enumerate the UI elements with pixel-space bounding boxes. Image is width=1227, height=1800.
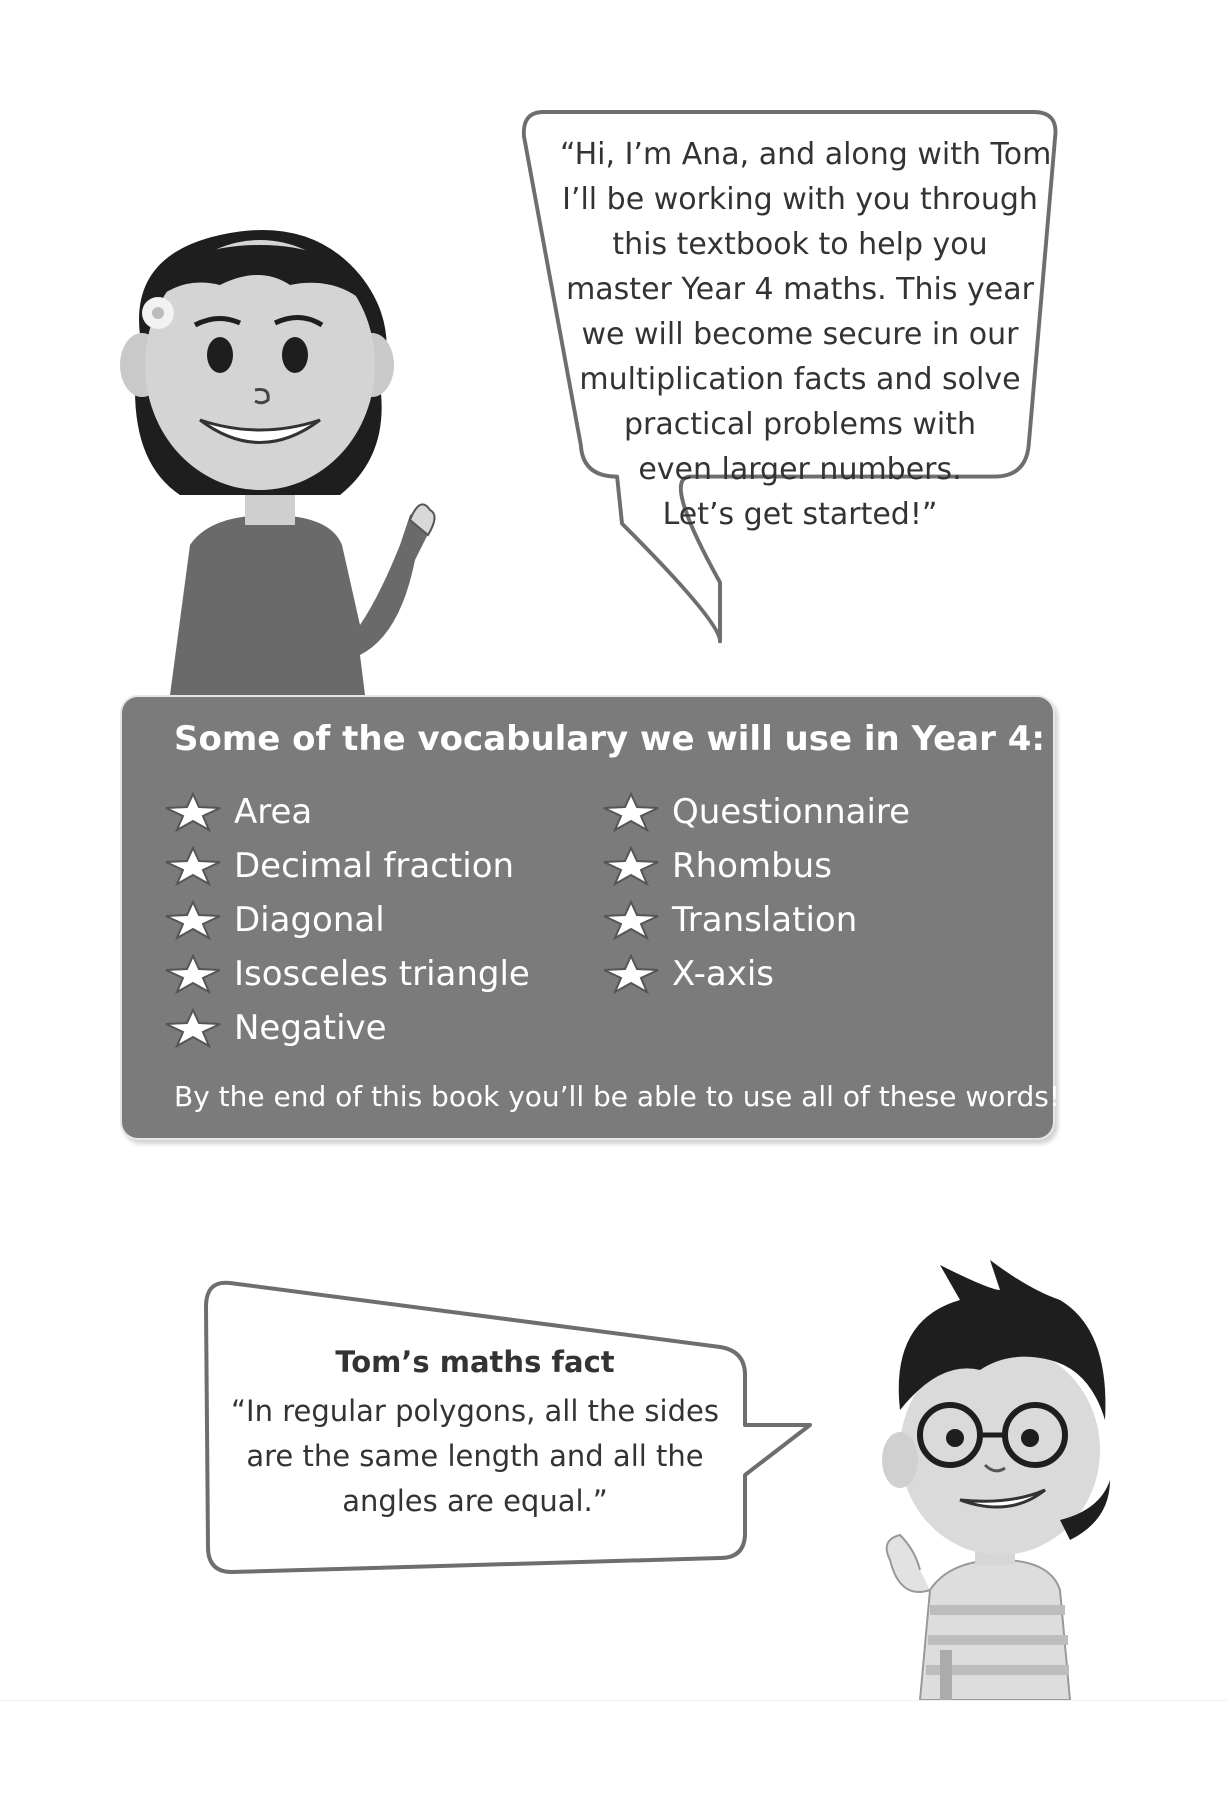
vocabulary-item [164,785,530,839]
vocabulary-footer: By the end of this book you’ll be able to use all of these words! [174,1080,1061,1113]
vocabulary-list-right [602,785,910,1001]
tom-fact-text [225,1389,725,1524]
page-divider [0,1700,1227,1701]
vocabulary-word: X-axis [672,954,774,994]
star-icon [602,846,660,886]
tom-line: angles are equal.” [342,1484,608,1518]
vocabulary-item [164,839,530,893]
ana-illustration [110,215,450,695]
star-icon [164,792,222,832]
tom-fact-title: Tom’s maths fact [335,1345,615,1379]
vocabulary-item [602,893,910,947]
star-icon [164,900,222,940]
vocabulary-word: Isosceles triangle [234,954,530,994]
star-icon [602,792,660,832]
vocabulary-item [164,893,530,947]
star-icon [164,1008,222,1048]
vocabulary-item [602,839,910,893]
vocabulary-item [602,947,910,1001]
vocabulary-word: Diagonal [234,900,385,940]
tom-line: “In regular polygons, all the sides [231,1394,719,1428]
ana-line: Let’s get started!” [662,497,938,532]
ana-line: we will become secure in our [581,317,1019,352]
ana-line: master Year 4 maths. This year [566,272,1034,307]
star-icon [164,846,222,886]
star-icon [164,954,222,994]
ana-line: multiplication facts and solve [579,362,1021,397]
vocabulary-word: Negative [234,1008,387,1048]
vocabulary-item [602,785,910,839]
vocabulary-box [120,695,1061,1140]
vocabulary-list-left [164,785,530,1055]
ana-line: even larger numbers. [638,452,962,487]
ana-speech-text [560,132,1052,537]
ana-line: “Hi, I’m Ana, and along with Tom [560,137,1052,172]
tom-line: are the same length and all the [246,1439,704,1473]
tom-illustration [860,1260,1120,1700]
ana-line: this textbook to help you [612,227,988,262]
vocabulary-item [164,1001,530,1055]
vocabulary-word: Decimal fraction [234,846,515,886]
ana-line: I’ll be working with you through [562,182,1038,217]
vocabulary-word: Translation [672,900,858,940]
star-icon [602,954,660,994]
vocabulary-item [164,947,530,1001]
vocabulary-title: Some of the vocabulary we will use in Year 4: [174,719,1045,759]
vocabulary-word: Questionnaire [672,792,911,832]
ana-line: practical problems with [623,407,977,442]
vocabulary-word: Rhombus [672,846,832,886]
vocabulary-word: Area [234,792,313,832]
star-icon [602,900,660,940]
